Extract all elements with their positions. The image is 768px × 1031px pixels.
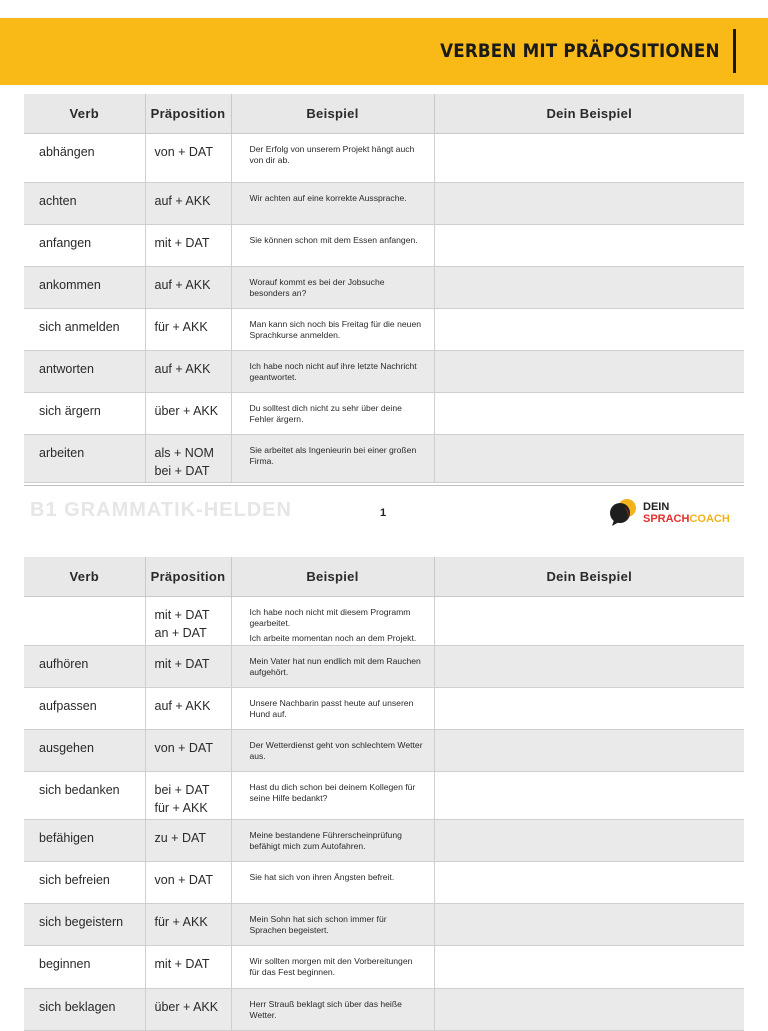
your-example-field[interactable] xyxy=(434,393,744,435)
example-cell xyxy=(231,820,434,862)
your-example-field[interactable] xyxy=(434,989,744,1031)
example-cell xyxy=(231,225,434,267)
header-divider xyxy=(733,29,736,73)
logo-line-1: DEIN xyxy=(643,501,670,513)
preposition-cell xyxy=(145,730,231,772)
preposition-text: auf + AKK xyxy=(154,362,211,376)
your-example-field[interactable] xyxy=(434,597,744,646)
example-sentence: Wir sollten morgen mit den Vorbereitungen für das Fest beginnen. xyxy=(249,956,413,977)
example-cell xyxy=(231,267,434,309)
preposition-text: mit + DAT xyxy=(154,957,210,971)
preposition-text: von + DAT xyxy=(154,741,213,755)
table-header-row xyxy=(24,94,744,134)
verb-cell: sich anmelden xyxy=(24,309,145,351)
preposition-text: von + DAT xyxy=(154,873,213,887)
example-sentence: Ich habe noch nicht mit diesem Programm gearbeitet. xyxy=(249,607,411,628)
example-cell xyxy=(231,730,434,772)
example-cell xyxy=(231,351,434,393)
preposition-cell xyxy=(145,309,231,351)
verb-cell xyxy=(24,597,145,646)
preposition-cell xyxy=(145,989,231,1031)
preposition-cell xyxy=(145,351,231,393)
example-sentence: Meine bestandene Führerscheinprüfung befähigt mich zum Autofahren. xyxy=(249,830,402,851)
table-header-row xyxy=(24,557,744,597)
example-cell xyxy=(231,597,434,646)
col-header-preposition: Präposition xyxy=(145,557,231,597)
example-cell xyxy=(231,946,434,989)
preposition-text: an + DAT xyxy=(154,626,207,640)
example-sentence: Ich arbeite momentan noch an dem Projekt. xyxy=(249,633,417,643)
your-example-field[interactable] xyxy=(434,688,744,730)
example-sentence: Sie arbeitet als Ingenieurin bei einer großen Firma. xyxy=(249,445,417,466)
preposition-text: als + NOM xyxy=(154,446,214,460)
example-sentence: Ich habe noch nicht auf ihre letzte Nachricht geantwortet. xyxy=(249,361,417,382)
verb-cell: befähigen xyxy=(24,820,145,862)
example-cell xyxy=(231,772,434,820)
logo-wordmark xyxy=(643,501,730,525)
example-cell xyxy=(231,989,434,1031)
your-example-field[interactable] xyxy=(434,646,744,688)
preposition-cell xyxy=(145,820,231,862)
preposition-cell xyxy=(145,134,231,183)
preposition-cell xyxy=(145,597,231,646)
preposition-text: auf + AKK xyxy=(154,278,211,292)
verb-cell: anfangen xyxy=(24,225,145,267)
col-header-your-example: Dein Beispiel xyxy=(434,94,744,134)
table-row xyxy=(24,862,744,904)
your-example-field[interactable] xyxy=(434,183,744,225)
verb-cell: abhängen xyxy=(24,134,145,183)
preposition-text: über + AKK xyxy=(154,404,219,418)
col-header-preposition: Präposition xyxy=(145,94,231,134)
preposition-cell xyxy=(145,267,231,309)
preposition-cell xyxy=(145,646,231,688)
table-row xyxy=(24,225,744,267)
example-sentence: Hast du dich schon bei deinem Kollegen für seine Hilfe bedankt? xyxy=(249,782,416,803)
table-row xyxy=(24,820,744,862)
preposition-text: mit + DAT xyxy=(154,236,210,250)
verb-cell: beginnen xyxy=(24,946,145,989)
table-row xyxy=(24,772,744,820)
footer-divider xyxy=(24,485,744,486)
table-row xyxy=(24,646,744,688)
your-example-field[interactable] xyxy=(434,820,744,862)
your-example-field[interactable] xyxy=(434,309,744,351)
table-row xyxy=(24,688,744,730)
verb-cell: arbeiten xyxy=(24,435,145,483)
table-row xyxy=(24,597,744,646)
preposition-text: auf + AKK xyxy=(154,194,211,208)
preposition-text: bei + DAT xyxy=(154,464,210,478)
preposition-cell xyxy=(145,225,231,267)
preposition-text: über + AKK xyxy=(154,1000,219,1014)
preposition-text: auf + AKK xyxy=(154,699,211,713)
page-title: VERBEN MIT PRÄPOSITIONEN xyxy=(440,40,720,62)
page-number: 1 xyxy=(380,507,387,519)
preposition-cell xyxy=(145,393,231,435)
example-sentence: Unsere Nachbarin passt heute auf unseren Hund auf. xyxy=(249,698,414,719)
table-row xyxy=(24,267,744,309)
example-cell xyxy=(231,183,434,225)
verb-cell: aufpassen xyxy=(24,688,145,730)
preposition-text: bei + DAT xyxy=(154,783,210,797)
example-cell xyxy=(231,393,434,435)
verb-cell: sich bedanken xyxy=(24,772,145,820)
example-sentence: Sie hat sich von ihren Ängsten befreit. xyxy=(249,872,395,882)
speech-bubbles-logo-icon xyxy=(609,497,639,527)
example-cell xyxy=(231,646,434,688)
example-sentence: Sie können schon mit dem Essen anfangen. xyxy=(249,235,418,245)
verb-cell: ankommen xyxy=(24,267,145,309)
verb-cell: antworten xyxy=(24,351,145,393)
preposition-cell xyxy=(145,688,231,730)
table-row xyxy=(24,351,744,393)
example-sentence: Man kann sich noch bis Freitag für die neuen Sprachkurse anmelden. xyxy=(249,319,421,340)
table-row xyxy=(24,183,744,225)
preposition-cell xyxy=(145,183,231,225)
example-sentence: Herr Strauß beklagt sich über das heiße Wetter. xyxy=(249,999,402,1020)
example-sentence: Worauf kommt es bei der Jobsuche besonders an? xyxy=(249,277,385,298)
verb-table-page-2 xyxy=(24,557,744,1031)
verb-cell: ausgehen xyxy=(24,730,145,772)
col-header-example: Beispiel xyxy=(231,94,434,134)
verb-table-page-1 xyxy=(24,94,744,483)
preposition-text: mit + DAT xyxy=(154,657,210,671)
verb-cell: sich befreien xyxy=(24,862,145,904)
col-header-verb: Verb xyxy=(24,94,145,134)
table-row xyxy=(24,904,744,946)
preposition-text: für + AKK xyxy=(154,320,208,334)
preposition-cell xyxy=(145,904,231,946)
col-header-verb: Verb xyxy=(24,557,145,597)
your-example-field[interactable] xyxy=(434,134,744,183)
your-example-field[interactable] xyxy=(434,862,744,904)
your-example-field[interactable] xyxy=(434,946,744,989)
table-row xyxy=(24,435,744,483)
your-example-field[interactable] xyxy=(434,225,744,267)
preposition-cell xyxy=(145,862,231,904)
example-sentence: Mein Vater hat nun endlich mit dem Rauchen aufgehört. xyxy=(249,656,421,677)
logo-line-2a: SPRACH xyxy=(643,513,690,525)
preposition-text: von + DAT xyxy=(154,145,213,159)
col-header-your-example: Dein Beispiel xyxy=(434,557,744,597)
example-cell xyxy=(231,435,434,483)
your-example-field[interactable] xyxy=(434,267,744,309)
example-sentence: Mein Sohn hat sich schon immer für Sprachen begeistert. xyxy=(249,914,387,935)
footer-brand: B1 GRAMMATIK-HELDEN xyxy=(30,499,292,521)
verb-cell: sich beklagen xyxy=(24,989,145,1031)
example-cell xyxy=(231,688,434,730)
table-row xyxy=(24,393,744,435)
verb-cell: sich ärgern xyxy=(24,393,145,435)
your-example-field[interactable] xyxy=(434,351,744,393)
example-sentence: Wir achten auf eine korrekte Aussprache. xyxy=(249,193,407,203)
preposition-text: für + AKK xyxy=(154,915,208,929)
example-cell xyxy=(231,134,434,183)
preposition-text: für + AKK xyxy=(154,801,208,815)
verb-cell: sich begeistern xyxy=(24,904,145,946)
example-cell xyxy=(231,309,434,351)
verb-cell: achten xyxy=(24,183,145,225)
table-row xyxy=(24,946,744,989)
table-row xyxy=(24,989,744,1031)
example-cell xyxy=(231,862,434,904)
verb-cell: aufhören xyxy=(24,646,145,688)
example-sentence: Du solltest dich nicht zu sehr über deine Fehler ärgern. xyxy=(249,403,402,424)
your-example-field[interactable] xyxy=(434,772,744,820)
preposition-text: mit + DAT xyxy=(154,608,210,622)
preposition-cell xyxy=(145,772,231,820)
logo-line-2b: COACH xyxy=(689,513,730,525)
example-sentence: Der Wetterdienst geht von schlechtem Wetter aus. xyxy=(249,740,423,761)
table-row xyxy=(24,730,744,772)
your-example-field[interactable] xyxy=(434,730,744,772)
preposition-cell xyxy=(145,946,231,989)
example-sentence: Der Erfolg von unserem Projekt hängt auch von dir ab. xyxy=(249,144,415,165)
preposition-cell xyxy=(145,435,231,483)
preposition-text: zu + DAT xyxy=(154,831,207,845)
col-header-example: Beispiel xyxy=(231,557,434,597)
example-cell xyxy=(231,904,434,946)
table-row xyxy=(24,134,744,183)
table-row xyxy=(24,309,744,351)
your-example-field[interactable] xyxy=(434,904,744,946)
your-example-field[interactable] xyxy=(434,435,744,483)
